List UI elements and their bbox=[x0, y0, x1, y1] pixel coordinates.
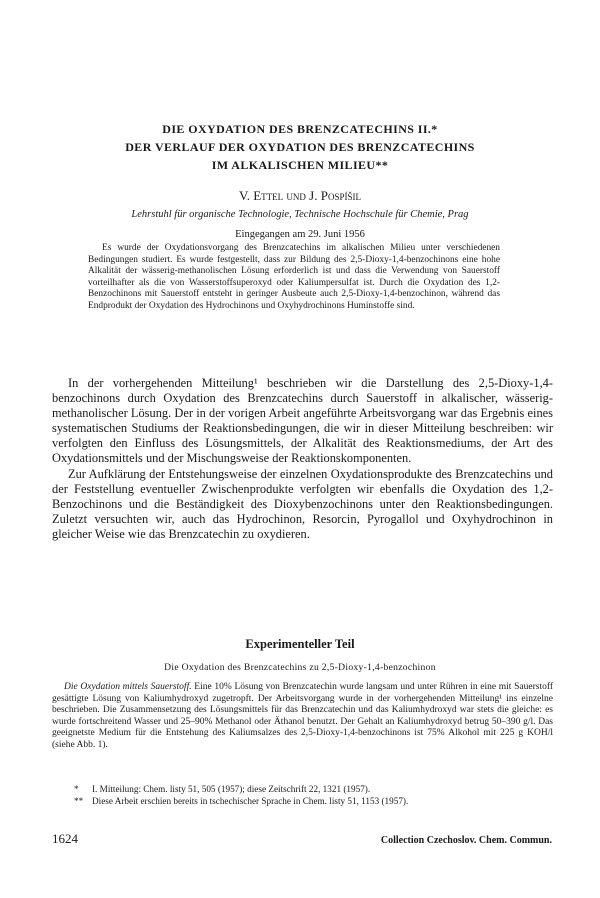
title-line-3: IM ALKALISCHEN MILIEU** bbox=[211, 158, 389, 172]
experimental-paragraph bbox=[52, 682, 553, 751]
abstract: Es wurde der Oxydationsvorgang des Brenzcatechins im alkalischen Milieu unter verschiedenen Bedingungen studiert. Es wurde festgestellt, dass zur Bildung des 2,5-Dioxy-1,4-benzochinons eine hohe Alkalität der wässerig-methanolischen Lösung erforderlich ist und dass die Verwendung von Sauerstoff vorteilhafter als die von Wasserstoffsuperoxyd oder Kaliumpersulfat ist. Durch die Oxydation des 1,2-Benzochinons mit Sauerstoff entsteht in geringer Ausbeute auch 2,5-Dioxy-1,4-benzochinon, während das Endprodukt der Oxydation des Hydrochinons und Oxyhydrochinons Huminstoffe sind. bbox=[88, 243, 500, 311]
section-heading: Experimenteller Teil bbox=[245, 637, 355, 651]
footnote-mark: ** bbox=[74, 796, 84, 806]
authors: V. Ettel und J. Pospíšil bbox=[239, 188, 361, 203]
footnotes bbox=[52, 783, 553, 807]
intro-paragraph-1: In der vorhergehenden Mitteilung¹ beschrieben wir die Darstellung des 2,5-Dioxy-1,4-benzochinons durch Oxydation des Brenzcatechins durch Sauerstoff in alkalischer, wässerig-methanolischer Lösung. Der in der vorigen Arbeit angeführte Arbeitsvorgang war das Ergebnis eines systematischen Studiums der Reaktionsbedingungen, die wir in dieser Mitteilung beschreiben: wir verfolgten den Einfluss des Lösungsmittels, der Alkalität des Reaktionsmediums, der Art des Oxydationsmittels und der Mischungsweise der Reaktionskomponenten. bbox=[52, 376, 553, 466]
section-subheading: Die Oxydation des Brenzcatechins zu 2,5-Dioxy-1,4-benzochinon bbox=[164, 662, 436, 673]
footnote-text: Diese Arbeit erschien bereits in tschechischer Sprache in Chem. listy 51, 1153 (1957). bbox=[92, 796, 409, 806]
title-line-2: DER VERLAUF DER OXYDATION DES BRENZCATECHINS bbox=[125, 140, 475, 154]
journal-name: Collection Czechoslov. Chem. Commun. bbox=[380, 835, 552, 846]
affiliation: Lehrstuhl für organische Technologie, Technische Hochschule für Chemie, Prag bbox=[131, 209, 469, 220]
title-line-1: DIE OXYDATION DES BRENZCATECHINS II.* bbox=[162, 122, 438, 136]
intro-paragraph-2: Zur Aufklärung der Entstehungsweise der einzelnen Oxydationsprodukte des Brenzcatechins und der Feststellung eventueller Zwischenprodukte verfolgten wir ebenfalls die Oxydation des 1,2-Benzochinons und die Beständigkeit des Dioxybenzochinons unter den Reaktionsbedingungen. Zuletzt versuchten wir, auch das Hydrochinon, Resorcin, Pyrogallol und Oxyhydrochinon in gleicher Weise wie das Brenzcatechin zu oxydieren. bbox=[52, 466, 553, 541]
experimental-lead: Die Oxydation mittels Sauerstoff. bbox=[64, 682, 192, 692]
received-date: Eingegangen am 29. Juni 1956 bbox=[235, 229, 365, 240]
footnote bbox=[52, 795, 553, 807]
page-number: 1624 bbox=[52, 831, 78, 846]
footnote-text: I. Mitteilung: Chem. listy 51, 505 (1957); diese Zeitschrift 22, 1321 (1957). bbox=[92, 784, 371, 794]
footnote bbox=[52, 783, 553, 795]
footnote-mark: * bbox=[74, 784, 79, 794]
experimental-body: Eine 10% Lösung von Brenzcatechin wurde langsam und unter Rühren in eine mit Sauerstoff gesättigte Lösung von Kaliumhydroxyd zugetropft. Der Arbeitsvorgang wurde in der vorhergehenden Mitteilung¹ ins einzelne beschrieben. Die Zusammensetzung des Lösungsmittels für das Brenzcatechin und das Kaliumhydroxyd war stets die gleiche: es wurde fortschreitend Wasser und 25–90% Methanol oder Äthanol benutzt. Der Gehalt an Kaliumhydroxyd betrug 50–390 g/l. Das geeignetste Medium für die Entstehung des Kaliumsalzes des 2,5-Dioxy-1,4-benzochinons ist 75% Alkohol mit 225 g KOH/l (siehe Abb. 1). bbox=[52, 682, 553, 750]
introduction bbox=[52, 376, 553, 542]
